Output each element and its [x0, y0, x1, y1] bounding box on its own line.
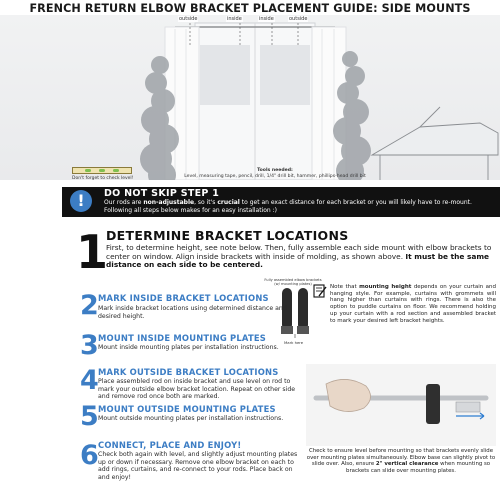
mark-here-label: Mark here	[284, 340, 304, 345]
step-3-body: Mount inside mounting plates per installation instructions.	[98, 344, 279, 351]
step-1-number: 1	[76, 225, 109, 279]
bracket-install-photo	[306, 364, 496, 446]
step-6-body: Check both again with level, and slightly adjust mounting plates up or down if necessary. Remove one elbow bracket on each to add rings, curtains, and re-connect to your rods. Place back on and enjoy!	[98, 451, 298, 481]
step-3-heading: MOUNT INSIDE MOUNTING PLATES	[98, 333, 267, 343]
step-2-body: Mark inside bracket locations using determined distance and desired height.	[98, 305, 287, 320]
banner-title: DO NOT SKIP STEP 1	[104, 188, 220, 199]
label-inside-left: inside	[227, 16, 242, 22]
level-note: Don't forget to check level!	[72, 176, 134, 181]
step-5-number: 5	[80, 401, 99, 432]
level-tool-image	[72, 167, 132, 174]
banner-text: Our rods are non-adjustable, so it's crucial to get an exact distance for each bracket or you will likely have to re-mount. Following all steps below makes for an easy installation :)	[104, 199, 472, 214]
step-1-heading: DETERMINE BRACKET LOCATIONS	[106, 228, 349, 243]
step-3-number: 3	[80, 330, 99, 361]
step-6-heading: CONNECT, PLACE AND ENJOY!	[98, 440, 242, 450]
step-5-body: Mount outside mounting plates per installation instructions.	[98, 415, 284, 422]
tools-title: Tools needed:	[257, 168, 293, 173]
page-title: FRENCH RETURN ELBOW BRACKET PLACEMENT GUIDE: SIDE MOUNTS	[29, 2, 471, 15]
label-outside-right: outside	[289, 16, 308, 22]
level-check-note: Check to ensure level before mounting so that brackets evenly slide over mounting plates simultaneously. Elbow base can slightly pivot to slide over. Also, ensure 2" vertical clearance when mounting so brackets can slide over mounting plates.	[306, 448, 496, 474]
step-2-number: 2	[80, 290, 99, 321]
label-outside-left: outside	[179, 16, 198, 22]
tools-needed	[150, 168, 400, 180]
note-icon	[313, 284, 327, 298]
step-4-number: 4	[80, 365, 99, 396]
step-6-number: 6	[80, 440, 99, 471]
tools-list: Level, measuring tape, pencil, drill, 1/4" drill bit, hammer, phillips-head drill bit	[184, 174, 366, 179]
label-inside-right: inside	[259, 16, 274, 22]
step-4-body: Place assembled rod on inside bracket and use level on rod to mark your outside elbow bracket location. Repeat on other side and remove rod once both are marked.	[98, 378, 296, 401]
exclamation-icon: !	[70, 190, 92, 212]
height-note: Note that mounting height depends on your curtain and hanging style. For example, curtains with grommets will hang higher than curtains with rings. There is also the option to puddle curtains on floor. We recommend holding up your curtain with a rod section and assembled bracket to mark your desired left bracket heights.	[330, 284, 497, 324]
step-5-heading: MOUNT OUTSIDE MOUNTING PLATES	[98, 404, 276, 414]
window-illustration	[0, 15, 500, 180]
step-2-heading: MARK INSIDE BRACKET LOCATIONS	[98, 293, 269, 303]
step-4-heading: MARK OUTSIDE BRACKET LOCATIONS	[98, 367, 279, 377]
window-photo	[0, 15, 500, 180]
bracket-caption: Fully assembled elbow brackets (w/ mounting plates)	[264, 278, 322, 286]
step-1-body: First, to determine height, see note below. Then, fully assemble each side mount with elbow brackets to center on window. Align inside brackets with inside of molding, as shown above. It must be the same distance on each side to be centered.	[106, 243, 492, 270]
